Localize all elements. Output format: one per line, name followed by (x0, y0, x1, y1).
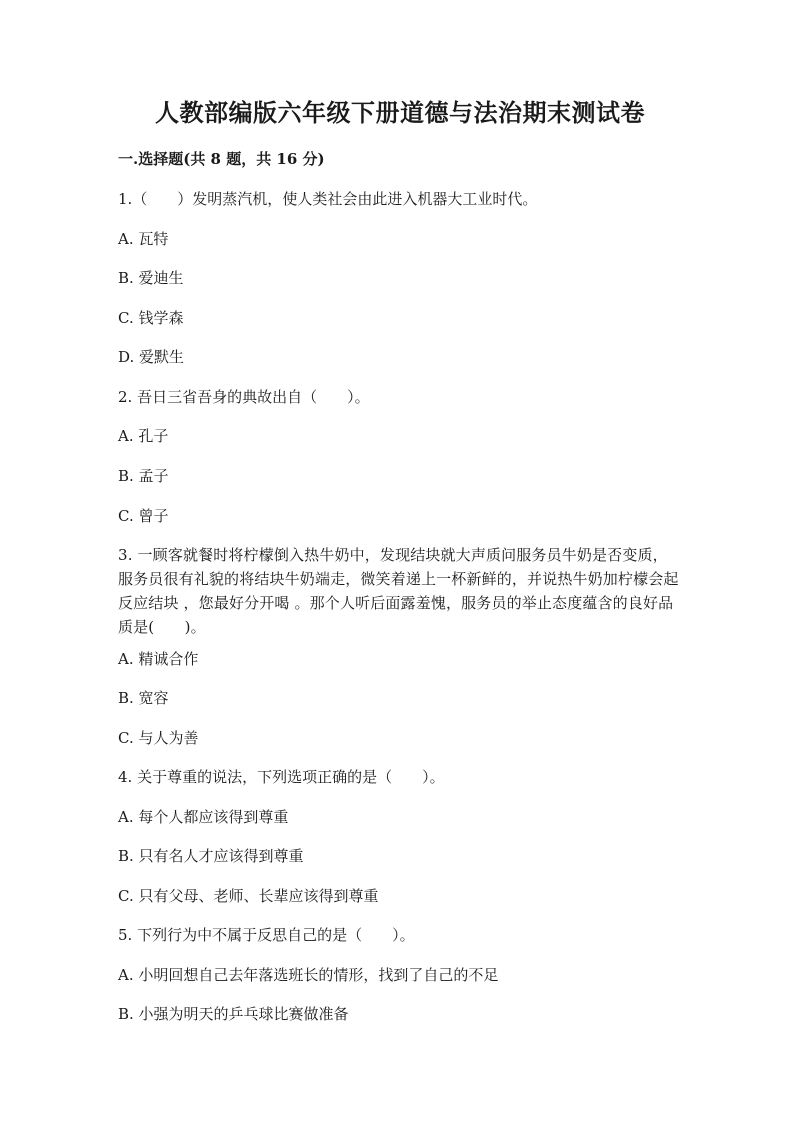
question-5-option-b: B. 小强为明天的乒乓球比赛做准备 (118, 1005, 349, 1023)
question-5-option-a: A. 小明回想自己去年落选班长的情形，找到了自己的不足 (118, 966, 499, 984)
question-4-stem: 4. 关于尊重的说法，下列选项正确的是（ ）。 (118, 768, 445, 786)
question-5-stem: 5. 下列行为中不属于反思自己的是（ ）。 (118, 926, 415, 944)
question-1-option-a: A. 瓦特 (118, 230, 169, 248)
question-1-option-c: C. 钱学森 (118, 309, 184, 327)
question-2-option-b: B. 孟子 (118, 467, 169, 485)
question-3-option-c: C. 与人为善 (118, 729, 199, 747)
question-4-option-c: C. 只有父母、老师、长辈应该得到尊重 (118, 887, 379, 905)
question-3-option-b: B. 宽容 (118, 689, 169, 707)
question-2-option-c: C. 曾子 (118, 507, 169, 525)
question-3-stem: 3. 一顾客就餐时将柠檬倒入热牛奶中，发现结块就大声质问服务员牛奶是否变质，服务员很有礼貌的将结块牛奶端走，微笑着递上一杯新鲜的，并说热牛奶加柠檬会起反应结块 ，您最好分开喝 。那个人听后面露羞愧，服务员的举止态度蕴含的良好品质是( )。 (118, 546, 679, 636)
question-1-stem: 1.（ ）发明蒸汽机，使人类社会由此进入机器大工业时代。 (118, 190, 538, 208)
question-1-option-b: B. 爱迪生 (118, 269, 184, 287)
question-4-option-a: A. 每个人都应该得到尊重 (118, 808, 289, 826)
question-3-option-a: A. 精诚合作 (118, 650, 199, 668)
question-4-option-b: B. 只有名人才应该得到尊重 (118, 847, 304, 865)
section-heading: 一.选择题(共 8 题，共 16 分) (118, 150, 325, 168)
question-2-stem: 2. 吾日三省吾身的典故出自（ ）。 (118, 388, 370, 406)
page-title: 人教部编版六年级下册道德与法治期末测试卷 (155, 98, 645, 127)
question-1-option-d: D. 爱默生 (118, 348, 185, 366)
question-2-option-a: A. 孔子 (118, 427, 169, 445)
